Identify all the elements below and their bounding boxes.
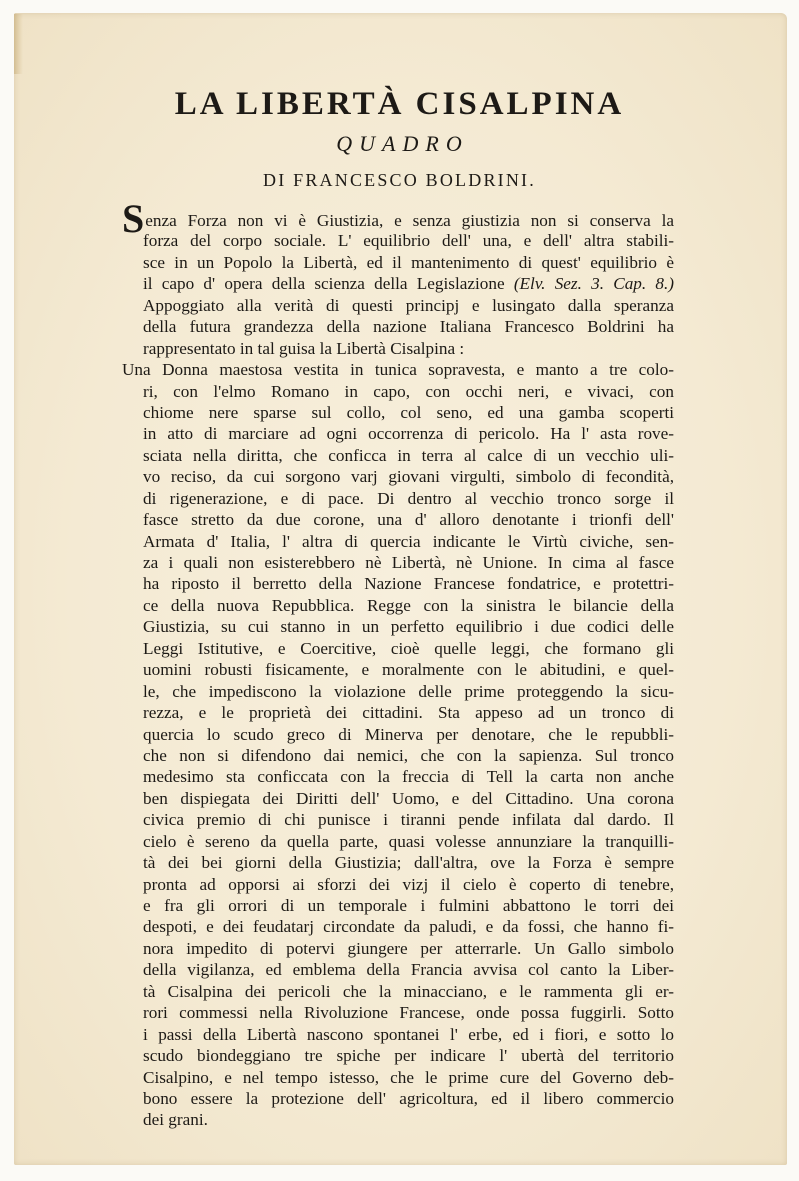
text-line xyxy=(122,295,674,316)
line-text: in atto di marciare ad ogni occorrenza di pericolo. Ha l' asta rove- xyxy=(143,424,674,444)
text-line xyxy=(122,359,674,380)
line-text: civica premio di chi punisce i tiranni pende infilata dal dardo. Il xyxy=(143,810,674,830)
line-text: che non si difendono dai nemici, che con la sapienza. Sul tronco xyxy=(143,745,674,765)
line-text: vo reciso, da cui sorgono varj giovani virgulti, simbolo di fecondità, xyxy=(143,467,674,487)
text-line xyxy=(122,509,674,530)
text-line xyxy=(122,809,674,830)
text-line xyxy=(122,595,674,616)
citation: (Elv. Sez. 3. Cap. 8.) xyxy=(513,274,675,294)
line-text: za i quali non esisterebbero nè Libertà, nè Unione. In cima al fasce xyxy=(143,553,674,572)
line-text: ha riposto il berretto della Nazione Francese fondatrice, e protettri- xyxy=(143,574,674,594)
text-line xyxy=(122,724,674,745)
line-text: Appoggiato alla verità di questi principj e lusingato dalla speranza xyxy=(143,295,674,315)
text-line xyxy=(122,616,674,637)
text-line xyxy=(122,466,674,487)
line-text: ce della nuova Repubblica. Regge con la sinistra le bilancie della xyxy=(143,595,674,615)
line-text: uomini robusti fisicamente, e moralmente con le abitudini, e quel- xyxy=(143,660,674,680)
line-text: bono essere la protezione dell' agricoltura, ed il libero commercio xyxy=(143,1088,674,1108)
line-text: le, che impediscono la violazione delle prime proteggendo la sicu- xyxy=(143,681,674,701)
text-line xyxy=(122,488,674,509)
line-text: tà dei bei giorni della Giustizia; dall'altra, ove la Forza è sempre xyxy=(143,853,674,873)
text-line xyxy=(122,1045,674,1066)
line-text: cielo è sereno da quella parte, quasi volesse annunziare la tranquilli- xyxy=(143,831,674,851)
line-text: Giustizia, su cui stanno in un perfetto equilibrio i due codici delle xyxy=(143,617,674,637)
text-line xyxy=(122,874,674,895)
text-line xyxy=(122,681,674,702)
line-text: Armata d' Italia, l' altra di quercia indicante le Virtù civiche, sen- xyxy=(143,531,674,551)
text-line xyxy=(122,316,674,337)
line-text: ri, con l'elmo Romano in capo, con occhi neri, e vivaci, con xyxy=(143,381,674,401)
text-line xyxy=(122,573,674,594)
text-line xyxy=(122,938,674,959)
line-text: di rigenerazione, e di pace. Di dentro al vecchio tronco sorge il xyxy=(143,488,674,508)
text-line xyxy=(122,1088,674,1109)
line-text: dei grani. xyxy=(143,1110,208,1130)
line-text: chiome nere sparse sul collo, col seno, ed una gamba scoperti xyxy=(143,402,674,422)
text-line xyxy=(122,638,674,659)
line-text: sce in un Popolo la Libertà, ed il mantenimento di quest' equilibrio è xyxy=(143,252,674,272)
line-text: rappresentato in tal guisa la Libertà Cisalpina : xyxy=(143,338,465,358)
text-line xyxy=(122,423,674,444)
line-text: quercia lo scudo greco di Minerva per denotare, che le repubbli- xyxy=(143,724,674,744)
text-line xyxy=(122,895,674,916)
text-line xyxy=(122,445,674,466)
text-line xyxy=(122,273,674,294)
paper-stain xyxy=(14,14,23,74)
line-text: nora impedito di potervi giungere per atterrarle. Un Gallo simbolo xyxy=(143,938,674,958)
line-text: scudo biondeggiano tre spiche per indicare l' ubertà del territorio xyxy=(143,1046,674,1066)
text-line xyxy=(122,338,674,359)
text-line xyxy=(122,766,674,787)
text-line xyxy=(122,659,674,680)
line-text: despoti, e dei feudatarj circondate da paludi, e da fossi, che hanno fi- xyxy=(143,917,674,937)
text-line xyxy=(122,381,674,402)
line-text: della vigilanza, ed emblema della Francia avvisa col canto la Liber- xyxy=(143,960,674,980)
text-line xyxy=(122,531,674,552)
text-line xyxy=(122,552,674,573)
text-line xyxy=(122,959,674,980)
document-title: LA LIBERTÀ CISALPINA xyxy=(174,86,625,122)
text-line xyxy=(122,1002,674,1023)
line-text: rezza, e le proprietà dei cittadini. Sta appeso ad un tronco di xyxy=(143,703,674,723)
line-text: ben dispiegata dei Diritti dell' Uomo, e del Cittadino. Una corona xyxy=(143,788,674,808)
text-line xyxy=(122,252,674,273)
line-text: Una Donna maestosa vestita in tunica sopravesta, e manto a tre colo- xyxy=(122,360,674,380)
text-line xyxy=(122,1067,674,1088)
text-line xyxy=(122,788,674,809)
text-line xyxy=(122,916,674,937)
line-text: e fra gli orrori di un temporale i fulmini abbattono le torri dei xyxy=(143,896,674,915)
line-text: pronta ad opporsi ai sforzi dei vizj il cielo è coperto di tenebre, xyxy=(143,874,674,894)
text-line xyxy=(122,981,674,1002)
line-text: Cisalpino, e nel tempo istesso, che le prime cure del Governo deb- xyxy=(143,1067,674,1087)
line-text: sciata nella diritta, che conficca in terra al calce di un vecchio uli- xyxy=(143,445,674,465)
line-text: Leggi Istitutive, e Coercitive, cioè quelle leggi, che formano gli xyxy=(143,638,674,658)
line-text: fasce stretto da due corone, una d' alloro denotante i trionfi dell' xyxy=(143,510,674,530)
text-line xyxy=(122,852,674,873)
document-subtitle: QUADRO xyxy=(336,131,469,156)
text-line xyxy=(122,1109,674,1130)
line-text: i passi della Libertà nascono spontanei l' erbe, ed i fiori, e sotto lo xyxy=(143,1024,674,1044)
line-text: rori commessi nella Rivoluzione Francese, onde possa fuggirli. Sotto xyxy=(143,1003,674,1023)
line-text: tà Cisalpina dei pericoli che la minacciano, e le rammenta gli er- xyxy=(143,981,674,1001)
text-line xyxy=(122,230,674,251)
line-text: medesimo sta conficcata con la freccia di Tell la carta non anche xyxy=(143,767,674,787)
text-line xyxy=(122,702,674,723)
text-line xyxy=(122,745,674,766)
line-text: enza Forza non vi è Giustizia, e senza giustizia non si conserva la xyxy=(145,211,674,230)
line-text: della futura grandezza della nazione Italiana Francesco Boldrini ha xyxy=(143,317,674,337)
drop-cap: S xyxy=(122,196,145,241)
line-text: il capo d' opera della scienza della Legislazione xyxy=(143,274,505,294)
document-byline: DI FRANCESCO BOLDRINI. xyxy=(263,170,536,190)
text-line xyxy=(122,831,674,852)
text-line xyxy=(122,1024,674,1045)
document-body xyxy=(122,196,675,1131)
text-line xyxy=(122,402,674,423)
line-text: forza del corpo sociale. L' equilibrio dell' una, e dell' altra stabili- xyxy=(143,231,674,251)
